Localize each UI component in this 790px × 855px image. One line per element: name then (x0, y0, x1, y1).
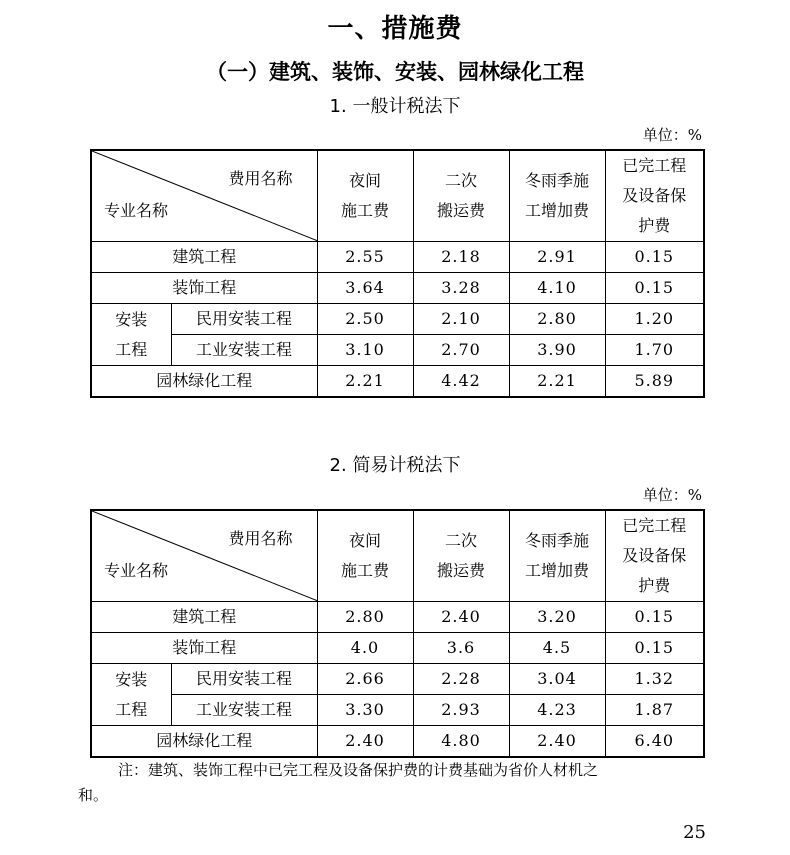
unit-label: 单位：% (642, 486, 702, 504)
table-row: 园林绿化工程 2.40 4.80 2.40 6.40 (91, 726, 704, 758)
table-row: 安装 工程 民用安装工程 2.66 2.28 3.04 1.32 (91, 664, 704, 695)
header-fee-name: 费用名称 (228, 169, 293, 188)
row-name: 装饰工程 (91, 633, 317, 664)
install-group-label: 安装 工程 (91, 664, 171, 726)
table-row: 建筑工程 2.55 2.18 2.91 0.15 (91, 242, 704, 273)
row-name: 工业安装工程 (171, 335, 317, 366)
header-protection: 已完工程 及设备保 护费 (605, 510, 704, 602)
page-number: 25 (683, 822, 706, 843)
footnote-line1: 注：建筑、装饰工程中已完工程及设备保护费的计费基础为省价人材机之 (118, 761, 599, 779)
section-heading-general-tax: 1. 一般计税法下 (329, 96, 461, 117)
row-name: 工业安装工程 (171, 695, 317, 726)
row-name: 装饰工程 (91, 273, 317, 304)
footnote (78, 758, 708, 808)
row-name: 园林绿化工程 (91, 366, 317, 398)
unit-label: 单位：% (642, 126, 702, 144)
header-protection: 已完工程 及设备保 护费 (605, 150, 704, 242)
fee-table-simple-tax (90, 509, 705, 758)
section-heading-simple-tax: 2. 简易计税法下 (329, 455, 461, 476)
page-title: 一、措施费 (327, 14, 463, 44)
table-row: 工业安装工程 3.30 2.93 4.23 1.87 (91, 695, 704, 726)
table-row: 装饰工程 4.0 3.6 4.5 0.15 (91, 633, 704, 664)
table-row: 工业安装工程 3.10 2.70 3.90 1.70 (91, 335, 704, 366)
diagonal-header-cell (91, 150, 317, 242)
diagonal-header-cell (91, 510, 317, 602)
table-row: 装饰工程 3.64 3.28 4.10 0.15 (91, 273, 704, 304)
row-name: 建筑工程 (91, 242, 317, 273)
row-name: 建筑工程 (91, 602, 317, 633)
row-name: 民用安装工程 (171, 664, 317, 695)
footnote-line2: 和。 (78, 786, 109, 804)
header-secondary-transport: 二次 搬运费 (413, 510, 509, 602)
header-night-construction: 夜间 施工费 (317, 510, 413, 602)
table-row: 建筑工程 2.80 2.40 3.20 0.15 (91, 602, 704, 633)
diagonal-line (92, 511, 318, 601)
header-winter-rain: 冬雨季施 工增加费 (509, 510, 605, 602)
header-night-construction: 夜间 施工费 (317, 150, 413, 242)
install-group-label: 安装 工程 (91, 304, 171, 366)
header-winter-rain: 冬雨季施 工增加费 (509, 150, 605, 242)
row-name: 园林绿化工程 (91, 726, 317, 758)
table-row: 安装 工程 民用安装工程 2.50 2.10 2.80 1.20 (91, 304, 704, 335)
header-secondary-transport: 二次 搬运费 (413, 150, 509, 242)
row-name: 民用安装工程 (171, 304, 317, 335)
header-fee-name: 费用名称 (228, 529, 293, 548)
header-specialty: 专业名称 (104, 201, 169, 220)
section-subtitle: （一）建筑、装饰、安装、园林绿化工程 (206, 60, 584, 84)
table-row: 园林绿化工程 2.21 4.42 2.21 5.89 (91, 366, 704, 398)
diagonal-line (92, 151, 318, 241)
fee-table-general-tax (90, 149, 705, 398)
header-specialty: 专业名称 (104, 561, 169, 580)
